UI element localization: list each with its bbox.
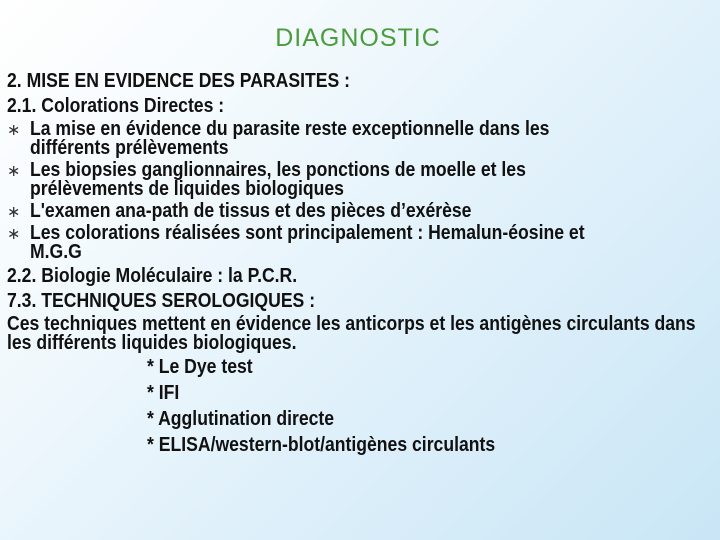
technique-item: * Le Dye test xyxy=(147,356,253,378)
bullet-text: Les biopsies ganglionnaires, les ponctions de moelle et les prélèvements de liquides biologiques xyxy=(30,159,526,200)
bullet-star-icon: ∗ xyxy=(7,204,21,221)
bullet-star-icon: ∗ xyxy=(7,163,21,180)
slide-content xyxy=(7,70,713,460)
bullet-text: L'examen ana-path de tissus et des pièces d’exérèse xyxy=(30,200,472,222)
slide-title: DIAGNOSTIC xyxy=(275,24,441,52)
bullet-star-icon: ∗ xyxy=(7,226,21,243)
section-heading-2: 2. MISE EN EVIDENCE DES PARASITES : xyxy=(7,70,350,92)
technique-item: * Agglutination directe xyxy=(147,408,335,430)
section-heading-7-3: 7.3. TECHNIQUES SEROLOGIQUES : xyxy=(7,290,316,312)
technique-item: * IFI xyxy=(147,382,180,404)
bullet-item xyxy=(7,202,713,221)
serology-paragraph: Ces techniques mettent en évidence les anticorps et les antigènes circulants dans les différents liquides biologiques. xyxy=(7,313,696,354)
bullet-star-icon: ∗ xyxy=(7,122,21,139)
bullet-item xyxy=(7,120,713,158)
section-heading-2-2: 2.2. Biologie Moléculaire : la P.C.R. xyxy=(7,265,298,287)
bullet-text: La mise en évidence du parasite reste exceptionnelle dans les différents prélèvements xyxy=(30,118,550,159)
section-heading-2-1: 2.1. Colorations Directes : xyxy=(7,95,225,117)
bullet-text: Les colorations réalisées sont principalement : Hemalun-éosine et M.G.G xyxy=(30,222,585,263)
technique-item: * ELISA/western-blot/antigènes circulants xyxy=(147,434,496,456)
bullet-item xyxy=(7,224,713,262)
bullet-item xyxy=(7,161,713,199)
